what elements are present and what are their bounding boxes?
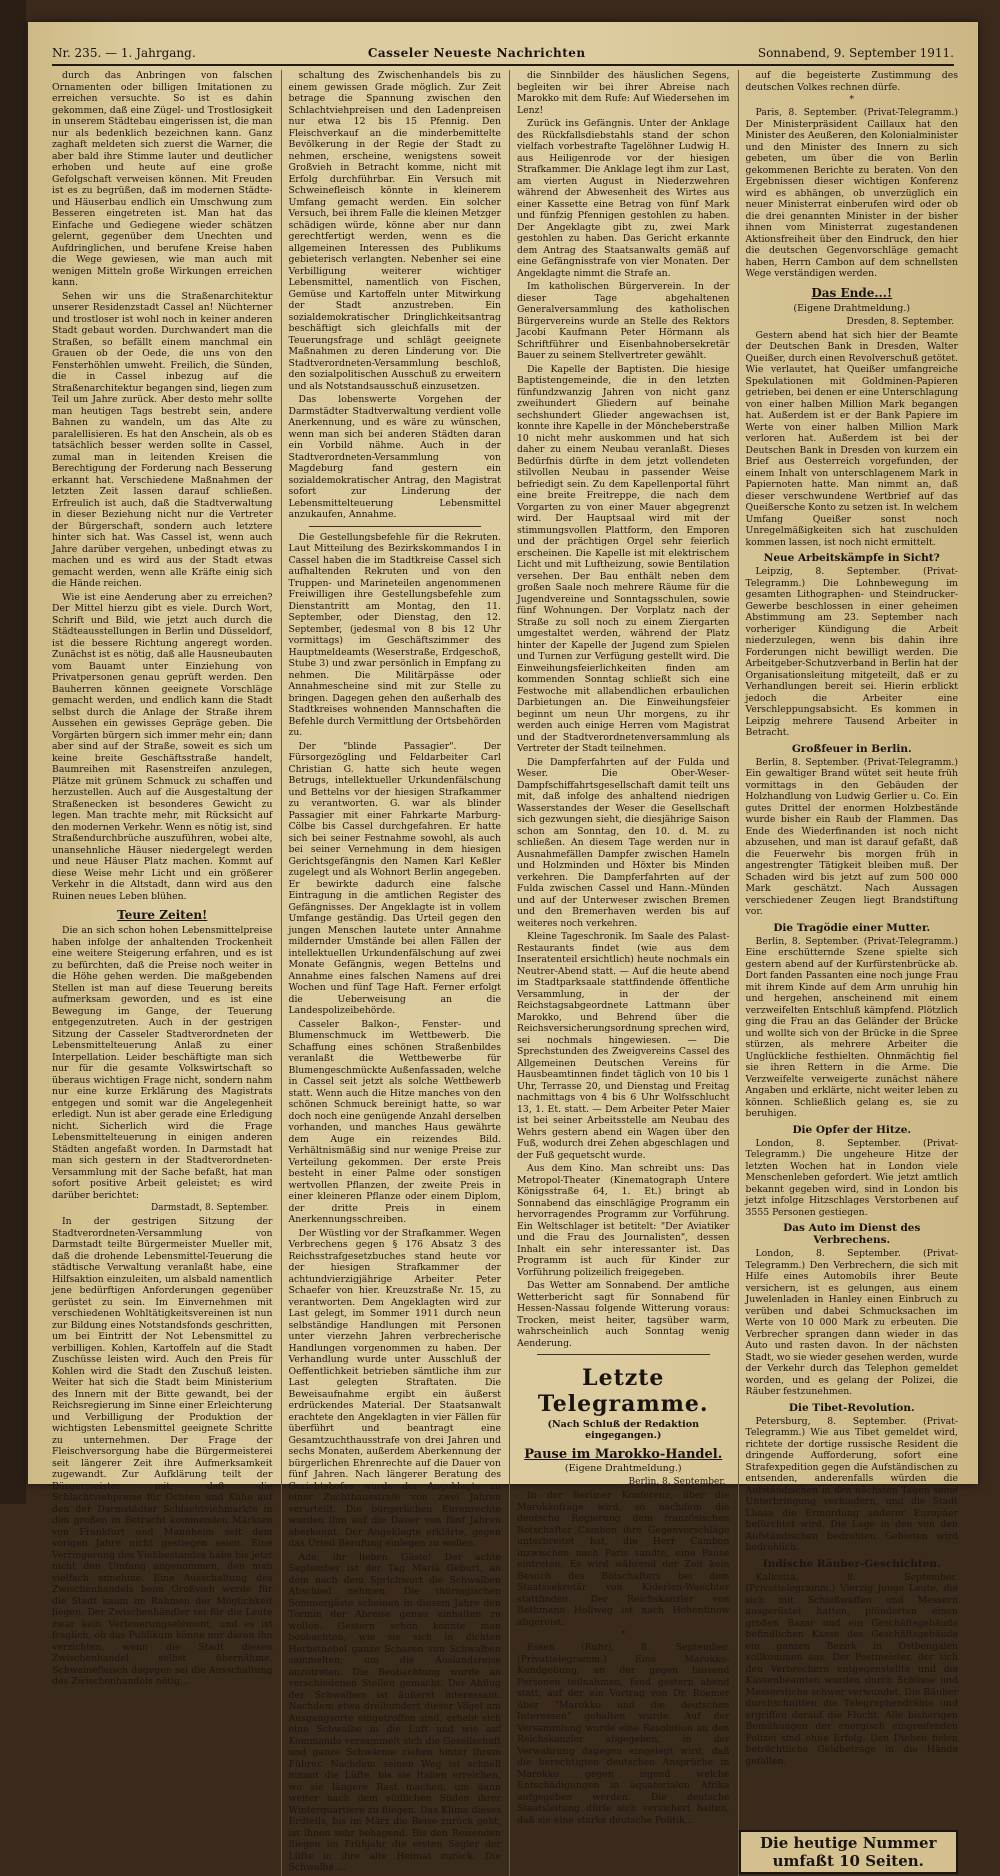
article-paragraph: Im katholischen Bürgerverein. In der dieser Tage abgehaltenen Generalversammlung des katholischen Bürgervereins wurde an Stelle des Rektors Jacobi Kaufmann Peter Hörmann als Schriftführer und Eisenbahnobersekretär Bauer zu seinem Stellvertreter gewählt.	[517, 281, 730, 361]
article-paragraph: Wie ist eine Aenderung aber zu erreichen? Der Mittel hierzu gibt es viele. Durch Wort, Schrift und Bild, wie jetzt auch durch die Städteausstellungen in Berlin und Düsseldorf, ist die bessere Richtung angeregt worden. Zunächst ist es nötig, daß alle Hausneubauten vom Bauamt unter Einziehung von Privatpersonen genau geprüft werden. Den Bauherren können geeignete Vorschläge gemacht werden, und endlich kann die Stadt selbst durch die Anlage der Straße ihrem Aussehen ein gewisses Gepräge geben. Die Vorgärten bürgern sich immer mehr ein; dann aber sind auf der Straße, soweit es sich um keine breite Geschäftsstraße handelt, Baumreihen mit Rasenstreifen anzulegen, Plätze mit grünem Schmuck zu schaffen und herzustellen. Auch auf die Ausgestaltung der Straßenecken ist besonderes Gewicht zu legen. Man trachte mehr, mit Rücksicht auf den modernen Verkehr. Wenn es nötig ist, sind Straßendurchbrüche auszuführen, wobei alte, unansehnliche Häuser niedergelegt werden und neue Häuser Platz machen. Kommt auf diese Weise mehr Licht und ein größerer Verkehr in die Altstadt, dann wird aus den Ruinen neues Leben blühen.	[52, 591, 273, 902]
article-paragraph: Paris, 8. September. (Privat-Telegramm.) Der Ministerpräsident Caillaux hat den Minister des Aeußeren, den Kolonialminister und den Minister des Innern zu sich gebeten, um über die von Berlin gekommenen Berichte zu beraten. Von den Ergebnissen dieser wichtigen Konferenz wird es abhängen, ob unverzüglich ein neuer Ministerrat einberufen wird oder ob die drei genannten Minister in der bisher ihnen vom Ministerrat zugestandenen Aktionsfreiheit über den Eindruck, den hier die deutschen Gegenvorschläge gemacht haben, Herrn Cambon auf dem schnellsten Wege verständigen werden.	[745, 107, 958, 279]
column-1	[52, 70, 273, 1876]
article-subtitle: (Eigene Drahtmeldung.)	[793, 302, 911, 314]
article-paragraph: schaltung des Zwischenhandels bis zu einem gewissen Grade möglich. Zur Zeit betrage die Spannung zwischen den Schlachtviehpreisen und den Ladenpreisen nur etwa 12 bis 15 Pfennig. Den Fleischverkauf an die minderbemittelte Bevölkerung in der Regie der Stadt zu nehmen, erscheine, wenigstens soweit Großvieh in Betracht komme, nicht mit Erfolg durchführbar. Ein Versuch mit Schweinefleisch könnte in kleinerem Umfang gemacht werden. Ein solcher Versuch, bei ihrem Falle die kleinen Metzger schädigen würde, könne aber nur dann gerechtfertigt werden, wenn es die allgemeinen Interessen des Publikums gebieterisch verlangten. Nebenher sei eine Verbilligung weiterer wichtiger Lebensmittel, namentlich von Fischen, Gemüse und Kartoffeln unter Mitwirkung der Stadt anzustreben. Ein sozialdemokratischer Dringlichkeitsantrag beschäftigt sich gleichfalls mit der Teuerungsfrage und schlägt geeignete Maßnahmen zu deren Linderung vor. Die Stadtverordneten-Versammlung beschloß, den sozialpolitischen Ausschuß zu erweitern und als Notstandsausschuß einzusetzen.	[288, 70, 501, 392]
article-paragraph: durch das Anbringen von falschen Ornamenten oder billigen Imitationen zu erreichen versuchte. So ist es dahin gekommen, daß eine Zügel- und Trostlosigkeit in unserem Städtebau eingerissen ist, die man nur als bedenklich bezeichnen kann. Ganz zaghaft meldeten sich zuerst die Warner, die aber bald ihre Stimme lauter und deutlicher erhoben und heute auf eine große Gefolgschaft verweisen können. Mit Freuden ist es zu begrüßen, daß im modernen Städte- und Häuserbau endlich ein Umschwung zum Besseren eingetreten ist. Man hat das Einfache und Gediegene wieder schätzen gelernt, gegenüber dem Unechten und Aufdringlichen, und berufene Kreise haben die Wege gewiesen, wie man auch mit wenigen Mitteln große Wirkungen erreichen kann.	[52, 70, 273, 288]
article-title: Indische Räuber-Geschichten.	[762, 1557, 941, 1570]
telegram-section-title: Letzte Telegramme.	[537, 1365, 709, 1417]
article-paragraph: Die an sich schon hohen Lebensmittelpreise haben infolge der anhaltenden Trockenheit eine weitere Steigerung erfahren, und es ist zu befürchten, daß die Preise noch weiter in die Höhe gehen werden. Die maßgebenden Stellen ist man auf diese Teuerung bereits aufmerksam geworden, und es ist eine Bewegung im Gange, der Teuerung entgegenzutreten. Auch in der gestrigen Sitzung der Casseler Stadtverordneten der Lebensmittelteuerung Anlaß zu einer Interpellation. Leider beschäftigte man sich nur für die gesamte Volkswirtschaft so überaus wichtigen Frage nicht, sondern nahm nur eine kurze Erklärung des Magistrats entgegen und somit war die Angelegenheit erledigt. Nun ist aber gerade eine Erledigung nicht. Sicherlich wird die Frage Lebensmittelteuerung in einigen anderen Städten angefaßt worden. In Darmstadt hat man sich gestern in der Stadtverordneten-Versammlung mit der Sache befaßt, hat man sofort positive Arbeit geleistet; es wird darüber berichtet:	[52, 925, 273, 1201]
article-title: Die Tibet-Revolution.	[788, 1401, 915, 1414]
dateline: Darmstadt, 8. September.	[150, 1203, 269, 1213]
issue-date: Sonnabend, 9. September 1911.	[757, 46, 954, 60]
issue-number: Nr. 235. — 1. Jahrgang.	[52, 46, 196, 60]
article-paragraph: Das lobenswerte Vorgehen der Darmstädter Stadtverwaltung verdient volle Anerkennung, und es wäre zu wünschen, wenn man sich bei anderen Städten daran ein Vorbild nähme. Auch in der Stadtverordneten-Versammlung von Magdeburg fand gestern ein sozialdemokratischer Antrag, den Magistrat sofort zur Linderung der Lebensmittelteuerung Lebensmittel anzukaufen, Annahme.	[288, 394, 501, 520]
article-paragraph: Ade, ihr lieben Gäste! Der achte September ist der Tag Mariä Geburt, an dem nach dem Sprichwort die Schwalben Abschied nehmen. Die thüringischen Sommergäste scheinen in diesem Jahre den Termin der Abreise genau einhalten zu wollen. Gestern schon konnte man beobachten, wie sie sich in dichten Herbstnebel ganze Scharen von Schwalben sammelten, um die Auslandsreise anzutreten. Die Beobachtung wurde an verschiedenen Stellen gemacht. Der Abflug der Schwalben ist äußerst interessant. Nachdem etwa dreihundert dieser Vögel am Ausgangsorte eingetroffen sind, erhebt sich eine Schwalbe in die Luft und wie auf Kommando versammelt sich die Gesellschaft und ganze Schwärme ziehen hinter ihrem Führer. Nachdem seinen Weg ist schnell nimmt die Lüfte, bis sie Italien erreichen, wo sie längere Rast machen, um dann weiter nach dem südlichen Süden ihrer Winterquartiere zu fliegen. Das Klima dieses Erdteils, bis im März die Reise zurück geht, ist ihnen sehr behagend. Bis den Reisenden fliegen im Frühjahr die ersten Segler der Lüfte in ihre alte Heimat zurück. Die Schwalbe ...	[288, 1551, 501, 1873]
divider	[537, 1354, 710, 1355]
article-paragraph: Essen (Ruhr), 8. September. (Privattelegramm.) Eine Marokko-Kundgebung, an der gegen tausend Personen teilnahmen, fand gestern abend statt, auf der ein Vortrag von Dr. Roemer über "Marokko und die deutschen Interessen" gehalten wurde. Auf der Versammlung wurde eine Resolution an den Reichskanzler abgegeben, in der Verwahrung dagegen eingelegt wird, daß die berechtigten deutschen Ansprüche in Marokko gegen irgend welche Entschädigungen in äquatorialen Afrika aufgegeben werden. Die deutsche Staatsleitung dürfe sich versichert halten, daß sie eine starke deutsche Politik...	[517, 1642, 730, 1826]
article-paragraph: Sehen wir uns die Straßenarchitektur unserer Residenzstadt Cassel an! Nüchterner und trostloser ist wohl noch in keiner anderen Stadt gebaut worden. Durchwandert man die Straßen, so befällt einem manchmal ein Grauen ob der Oede, die uns von den Fensterhöhlen umweht. Freilich, die Sünden, die in Cassel inbezug auf die Straßenarchitektur begangen sind, liegen zum Teil um Jahre zurück. Aber desto mehr sollte man heutigen Tags bestrebt sein, andere Bahnen zu wandeln, um das Alte zu paralellisieren. Es hat den Anschein, als ob es tatsächlich besser werden sollte in Cassel, zumal man in leitenden Kreisen die Berechtigung der Forderung nach Besserung erkannt hat. Verschiedene Maßnahmen der letzten Zeit lassen darauf schließen. Erfreulich ist auch, daß die Stadtverwaltung in dieser Beziehung nicht nur die Vertreter der Bürgerschaft, sondern auch letztere hinter sich hat. Was Cassel ist, wenn auch Jahre darüber vergehen, unbedingt etwas zu machen und es wird aus der Stadt etwas gemacht werden, wenn alle Kräfte einig sich die Hände reichen.	[52, 290, 273, 589]
column-4	[738, 70, 959, 1876]
article-paragraph: Aus dem Kino. Man schreibt uns: Das Metropol-Theater (Kinematograph Untere Königsstraße 64, 1. Et.) bringt ab Sonnabend das einschlägige Programm ein hervorragendes Programm zur Vorführung. Ein Weltschlager ist betitelt: "Der Aviatiker und die Frau des Journalisten", dessen Inhalt ein sehr interessanter ist. Das Programm ist auch für Kinder zur Vorführung polizeilich freigegeben.	[517, 1163, 730, 1278]
article-title: Teure Zeiten!	[117, 908, 208, 922]
page-count-notice: Die heutige Nummer umfaßt 10 Seiten.	[739, 1830, 959, 1874]
article-paragraph: Leipzig, 8. September. (Privat-Telegramm.) Die Lohnbewegung im gesamten Lithographen- und Steindrucker-Gewerbe beschlossen in einer geheimen Abstimmung am 23. September nach vorheriger Kündigung die Arbeit niederzulegen, wenn bis dahin ihre Forderungen nicht bewilligt werden. Die Arbeitgeber-Schutzverband in Berlin hat der Organisationsleitung mitgeteilt, daß er zu Verhandlungen bereit sei. Hierin erblickt jedoch die Arbeiter eine Verschleppungsabsicht. Es kommen in Leipzig mehrere Tausend Arbeiter in Betracht.	[745, 566, 958, 738]
article-title: Die Opfer der Hitze.	[792, 1123, 912, 1136]
article-paragraph: Berlin, 8. September. (Privat-Telegramm.) Ein gewaltiger Brand wütet seit heute früh vormittags in den Gebäuden der Holzhandlung von Ludwig Gerlier u. Co. Ein gutes Drittel der enormen Holzbestände wurde bisher ein Raub der Flammen. Das Ende des Wiederfinanden ist noch nicht abzusehen, und man ist darauf gefaßt, daß die Feuerwehr bis morgen früh in angestrengter Tätigkeit bleiben muß. Der Schaden wird bis jetzt auf zum 500 000 Mark geschätzt. Nach Aussagen verschiedener Zeugen liegt Brandstiftung vor.	[745, 756, 958, 917]
article-paragraph: Gestern abend hat sich hier der Beamte der Deutschen Bank in Dresden, Walter Queißer, durch einen Revolverschuß getötet. Wie verlautet, hat Queißer umfangreiche Spekulationen mit Goldminen-Papieren getrieben, bei denen er eine Unterschlagung von einer halben Million Mark begangen hat. Außerdem ist er der Bank Papiere im Werte von einer halben Million Mark verloren hat. Außerdem ist bei der Deutschen Bank in Dresden von kurzem ein Brief aus Oesterreich vorgefunden, der einem Inhalt von unterschlagenem Mark in Papiernoten hatte. Man nimmt an, daß dieser verschwundene Wertbrief auf das Queißersche Konto zu setzen ist. In welchem Umfang Queißer sonst noch Unregelmäßigkeiten sich hat zuschulden kommen lassen, ist noch nicht ermittelt.	[745, 329, 958, 548]
article-paragraph: Die Dampferfahrten auf der Fulda und Weser. Die Ober-Weser-Dampfschiffahrtsgesellschaft damit teilt uns mit, daß infolge des anhaltend niedrigen Wasserstandes der Weser die Gesellschaft sich gezwungen sieht, die diesjährige Saison schon am Sonntag, den 10. d. M. zu schließen. An diesem Tage werden nur in Ausnahmefällen Dampfer zwischen Hameln und Holzminden und Höxter bis Minden verkehren. Die Dampferfahrten auf der Fulda zwischen Cassel und Hann.-Münden und auf der Unterweser zwischen Bremen und den Bremerhaven werden bis auf weiteres noch verkehren.	[517, 756, 730, 929]
telegram-section-subtitle: (Nach Schluß der Redaktion eingegangen.)	[547, 1419, 699, 1441]
article-paragraph: Petersburg, 8. September. (Privat-Telegramm.) Wie aus Tibet gemeldet wird, richtete der dortige russische Resident die dringende Aufforderung, sofort eine Strafexpedition gegen die Aufständischen zu entsenden, anderenfalls würden die Aufständischen in den nächsten Tagen seine Unterbringung verhindern, und die Stadt Lhasa die Ermordung anderer Europäer befürchtet wird. Die Lage in den von den Aufständischen bedrohten Gebieten wird bedrohlich.	[745, 1415, 958, 1553]
article-paragraph: Der "blinde Passagier". Der Fürsorgezögling und Feldarbeiter Carl Christian G. hatte sich heute wegen Betrugs, intellektueller Urkundenfälschung und Bettelns vor der hiesigen Strafkammer zu verantworten. G. war als blinder Passagier mit einer Fahrkarte Marburg-Cölbe bis Cassel durchgefahren. Er hatte sich bei seiner Festnahme sowohl, als auch bei seiner Vernehmung in dem hiesigen Gerichtsgefängnis den Namen Karl Keßler zugelegt und als Wohnort Berlin angegeben. Er bewirkte dadurch eine falsche Eintragung in die amtlichen Register des Gefängnisses. Der Angeklagte ist in vollem Umfange geständig. Das Urteil gegen den jungen Menschen lautete unter Annahme mildernder Umstände bei allen Fällen der intellektuellen Urkundenfälschung auf zwei Monate Gefängnis, wegen Bettelns und Annahme eines falschen Namens auf drei Wochen und fünf Tage Haft. Ferner erfolgt die Ueberweisung an die Landespolizeibehörde.	[288, 740, 501, 1016]
article-paragraph: London, 8. September. (Privat-Telegramm.) Den Verbrechern, die sich mit Hilfe eines Automobils ihrer Beute versichern, ist es gelungen, aus einem Juwelenladen in Hanley einen Einbruch zu verüben und dabei Schmucksachen im Werte von 10 000 Mark zu erbeuten. Die Verbrecher sprangen dann wieder in das Auto und rasten davon. In der nächsten Stadt, wo sie wieder gesehen werden, wurde der Verkehr durch das Telephon gemeldet worden, und es gelang der Polizei, die Räuber festzunehmen.	[745, 1248, 958, 1397]
separator-star: *	[849, 95, 854, 105]
page-edge-left	[0, 0, 26, 1504]
article-title: Das Ende...!	[811, 285, 893, 300]
columns	[52, 70, 958, 1873]
article-paragraph: Kleine Tageschronik. Im Saale des Palast-Restaurants findet (wie aus dem Inseratenteil ersichtlich) heute nochmals ein Neutrer-Abend statt. — Auf die heute abend im Stadtparksaale stattfindende öffentliche Versammlung, in der der Reichstagsabgeordnete Lattmann über Marokko, und Behrend über die Reichsversicherungsordnung sprechen wird, sei nochmals hingewiesen. — Die Sprechstunden des Zweigvereins Cassel des Allgemeinen Deutschen Vereins für Hausbeamtinnen findet täglich von 10 bis 1 Uhr, Terrasse 20, und Dienstag und Freitag nachmittags von 4 bis 6 Uhr Wolfsschlucht 13, 1. Et. statt. — Dem Arbeiter Peter Maier ist bei seiner Arbeitsstelle am Neubau des Wehrs gestern abend ein Wagen über den Fuß, wodurch drei Zehen abgeschlagen und der Fuß gequetscht wurde.	[517, 931, 730, 1161]
article-subtitle: (Eigene Drahtmeldung.)	[564, 1463, 682, 1474]
article-paragraph: Die Gestellungsbefehle für die Rekruten. Laut Mitteilung des Bezirkskommandos I in Cassel haben die im Stadtkreise Cassel sich aufhaltenden Rekruten und von den Truppen- und Marineteilen angenommenen Freiwilligen ihre Gestellungsbefehle zum Dienstantritt am Montag, den 11. September, oder Dienstag, den 12. September, (jedesmal von 8 bis 12 Uhr vormittags) im Geschäftszimmer des Hauptmeldeamts (Weserstraße, Erdgeschoß, Stube 3) und zwar persönlich in Empfang zu nehmen. Die Militärpässe oder Annahmescheine sind mit zur Stelle zu bringen. Dagegen gehen den außerhalb des Stadtkreises wohnenden Mannschaften die Befehle durch Vermittlung der Ortsbehörden zu.	[288, 531, 501, 738]
article-title: Das Auto im Dienst des Verbrechens.	[783, 1222, 921, 1246]
article-paragraph: Das Wetter am Sonnabend. Der amtliche Wetterbericht sagt für Sonnabend für Hessen-Nassau folgende Witterung voraus: Trocken, meist heiter, tagsüber warm, wahrscheinlich auch Sonntag wenig Aenderung.	[517, 1280, 730, 1349]
article-title: Neue Arbeitskämpfe in Sicht?	[763, 552, 940, 564]
article-paragraph: die Sinnbilder des häuslichen Segens, begleiten wir bei ihrer Abreise nach Marokko mit dem Rufe: Auf Wiedersehen im Lenz!	[517, 70, 730, 116]
article-title: Großfeuer in Berlin.	[791, 742, 912, 755]
article-paragraph: Der Wüstling vor der Strafkammer. Wegen Verbrechens gegen § 176 Absatz 3 des Reichsstrafgesetzbuches stand heute vor der hiesigen Strafkammer der achtundvierzigjährige Arbeiter Peter Schaefer von hier. Kreuzstraße Nr. 15, zu verantworten. Dem Angeklagten wird zur Last gelegt, im Sommer 1911 durch neun selbständige Handlungen mit Personen unter vierzehn Jahren verbrecherische Handlungen vorgenommen zu haben. Der Verhandlung wurde unter Ausschluß der Oeffentlichkeit betrieben sämtliche ihm zur Last gelegten Straftaten. Die Beweisaufnahme ergibt ein äußerst erdrückendes Material. Der Staatsanwalt erachtete den Angeklagten in vier Fällen für überführt und beantragt eine Gesamtzuchthausstrafe von drei Jahren und sechs Monaten, außerdem Aberkennung der bürgerlichen Ehrenrechte auf die Dauer von fünf Jahren. Nach längerer Beratung des Gerichtshofes wurde der Angeklagte zu einer Zuchthausstrafe von zwei Jahren verurteilt. Die bürgerlichen Ehrenrechte wurden ihm auf die Dauer von fünf Jahren aberkannt. Der Angeklagte erklärte, gegen das Urteil Berufung einlegen zu wollen.	[288, 1227, 501, 1549]
newspaper-page	[28, 22, 978, 1873]
page-header	[52, 42, 954, 66]
article-title: Die Tragödie einer Mutter.	[773, 921, 931, 934]
article-paragraph: In der gestrigen Sitzung der Stadtverordneten-Versammlung von Darmstadt teilte Bürgermeister Mueller mit, daß die drohende Lebensmittel-Teuerung die städtische Verwaltung veranlaßt habe, eine Hilfsaktion einzuleiten, um alsbald namentlich jene bedürftigen Anforderungen gegenüber gerüstet zu sein. Im Einvernehmen mit verschiedenen Wohltätigkeitsvereinen ist nun zur Bildung eines Notstandsfonds geschritten, um bei Eintritt der Not Lebensmittel zu verbilligen. Kohlen, Kartoffeln auf die Stadt Zuschüsse leisten wird. Auch den Preis für Kohlen wird die Stadt den Zuschuß leisten. Weiter hat sich die Stadt beim Ministerium des Innern mit der Bitte gewandt, bei der Reichsregierung im Sinne einer Erleichterung und Verbilligung der Produktion der wichtigsten Lebensmittel geeignete Schritte zu unternehmen. Der Frage der Fleischversorgung habe die Bürgermeisterei seit längerer Zeit ihre Aufmerksamkeit zugewandt. Zur Aufklärung teilt der Bürgermeister mit, daß die Schlachtviehpreise für Ochsen und Kühe auf den der Darmstädter Schlachtviehmarkte in den großen in Betracht kommenden Märkten von Frankfurt und Mannheim seit dem vorigen Jahre nicht gestiegen seien. Eine Verringerung des Viehbestandes habe bis jetzt nicht den Umfang angenommen, den man vielfach annehme. Eine Ausschaltung des Zwischenhandels beim Großvieh werde für die Stadt kaum im Rahmen der Möglichkeit liegen. Der Zwischenhändler sei für die Leute zwar kein Verteuerungselement, und es ist fraglich, ob das Publikum könne nur daran ihn verzichten, wenn die Stadt diesen Zwischenhandel selbst übernähme. Schweinefleisch dagegen sei die Ausschaltung des Zwischenhandels nötig...	[52, 1216, 273, 1687]
article-paragraph: auf die begeisterte Zustimmung des deutschen Volkes rechnen dürfe.	[745, 70, 958, 93]
article-paragraph: Zurück ins Gefängnis. Unter der Anklage des Rückfallsdiebstahls stand der schon vielfach vorbestrafte Tagelöhner Ludwig H. aus Heiligenrode vor der hiesigen Strafkammer. Die Anklage legt ihm zur Last, am vierten August in Niederzwehren während der Abwesenheit des Wirtes aus einer Kassette eine Betrag von fünf Mark und fünfzig Pfennigen gestohlen zu haben. Der Angeklagte gibt zu, zwei Mark gestohlen zu haben. Das Gericht erkannte dem Antrag des Staatsanwalts gemäß auf eine Gefängnisstrafe von vier Monaten. Der Angeklagte nimmt die Strafe an.	[517, 118, 730, 279]
column-3	[509, 70, 730, 1876]
article-paragraph: In der Berliner Konferenz, über die Marokkofrage wird, so nachdem die deutsche Regierung dem französischen Botschafter Cambon ihre Gegenvorschläge unterbreitet hat, die Herr Cambon inzwischen nach Paris sandte, eine Pause eintreten. Es wird während der Zeit kein Besuch des Botschafters bei dem Staatssekretär von Kiderlen-Waechter stattfinden. Der Reichskanzler von Bethmann Hollweg ist nach Hohenfinow abgereist.	[517, 1490, 730, 1628]
column-2	[281, 70, 502, 1876]
divider	[309, 526, 482, 527]
article-paragraph: Berlin, 8. September. (Privat-Telegramm.) Eine erschütternde Szene spielte sich gestern abend auf der Kurfürstenbrücke ab. Dort fanden Passanten eine noch junge Frau mit ihrem Kinde auf dem Arm unruhig hin und hergehen, anscheinend mit einem verzweifelten Entschluß kämpfend. Plötzlich ging die Frau an das Geländer der Brücke und wollte sich von der Brücke in die Spree stürzen, als mehrere Arbeiter die Unglückliche festhielten. Ohnmächtig fiel sie ihren Rettern in die Arme. Die Verzweifelte verweigerte zunächst nähere Angaben und erklärte, nicht weiter leben zu können. Schließlich gelang es, sie zu beruhigen.	[745, 935, 958, 1119]
dateline: Berlin, 8. September.	[628, 1477, 726, 1487]
article-paragraph: Kalkutta, 8. September. (Privattelegramm.) Vierzig junge Leute, die sich mit Schießwaffen und Messern ausgerüstet hatten, plünderten einen großen Bazar und ein Geschäftsgebäude befindlichen Kasse des Geschäftsgebäude ein ganzen Bezirk in Ostbengalen vollkommen aus. Der Postmeister, der sich den Verbrechern entgegenstellte und die Kassenbeamten wurden durch Schüsse und Messerstiche schwer verwundet. Die Räuber durchschnitten die Telegraphendrähte und ergriffen darauf die Flucht. Alle bisherigen Bemühungen der energisch eingreifenden Polizei sind ohne Erfolg. Den Dieben fielen beträchtliche Geldbeträge in die Hände gefallen.	[745, 1571, 958, 1767]
article-paragraph: Casseler Balkon-, Fenster- und Blumenschmuck im Wettbewerb. Die Schaffung eines schönen Straßenbildes veranlaßt die Wettbewerbe für Blumengeschmückte Außenfassaden, welche in Cassel seit jetzt als solche Wettbewerb statt. Wenn auch die Hitze manches von den schönen Schmuck bereinigt hatte, so war doch noch eine genügende Anzahl derselben vorhanden, und manches Haus gewährte dem Auge ein reizendes Bild. Verhältnismäßig sind nur wenige Preise zur Verteilung gekommen. Der erste Preis besteht in einer Palme oder sonstigen wertvollen Pflanzen, der zweite Preis in einer kleineren Pflanze oder einem Diplom, der dritte Preis in einem Anerkennungsschreiben.	[288, 1018, 501, 1225]
article-title: Pause im Marokko-Handel.	[524, 1447, 723, 1462]
dateline: Dresden, 8. September.	[846, 316, 954, 327]
newspaper-name: Casseler Neueste Nachrichten	[367, 46, 586, 60]
separator-star: *	[621, 1630, 626, 1640]
article-paragraph: Die Kapelle der Baptisten. Die hiesige Baptistengemeinde, die in den letzten fünfundzwanzig Jahren von nicht ganz zweihundert Gliedern auf beinahe sechshundert Glieder angewachsen ist, konnte ihre Kapelle in der Möncheberstraße 10 nicht mehr auskommen und hat sich daher zu einem Neubau veranlaßt. Dieses Bedürfnis dürfte in dem jetzt vollendeten stilvollen Neubau in passender Weise befriedigt sein. Zu dem Kapellenportal führt eine breite Freitreppe, die nach dem Vorgarten zu von einer Mauer abgegrenzt wird. Der Hauptsaal wird mit der stimmungsvollen Plattform, den Emporen und der prächtigen Orgel sehr feierlich erscheinen. Die Kapelle ist mit elektrischem Licht und mit Luftheizung, sowie Bentilation versehen. Der Bau enthält neben dem großen Saale noch mehrere Räume für die Jugendvereine und Sonntagsschulen, sowie fünf Wohnungen. Der Vorplatz nach der Straße zu soll noch zu einem Ziergarten umgestaltet werden, während der Platz hinter der Kapelle der Jugend zum Spielen und Turnen zur Verfügung gestellt wird. Die Einweihungsfeierlichkeiten finden am kommenden Sonntag schließt sich eine Festwoche mit allabendlichen erbaulichen Darbietungen an. Die Einweihungsfeier beginnt um neun Uhr morgens, zu ihr werden auch einige Herren vom Magistrat und der Stadtverordnetenversammlung als Vertreter der Stadt teilnehmen.	[517, 363, 730, 754]
article-paragraph: London, 8. September. (Privat-Telegramm.) Die ungeheure Hitze der letzten Wochen hat in London viele Menschenleben gefordert. Wie jetzt amtlich bekannt gegeben wird, sind in London bis jetzt infolge Hitzschlages Verstorbenen auf 3555 Personen gestiegen.	[745, 1137, 958, 1218]
